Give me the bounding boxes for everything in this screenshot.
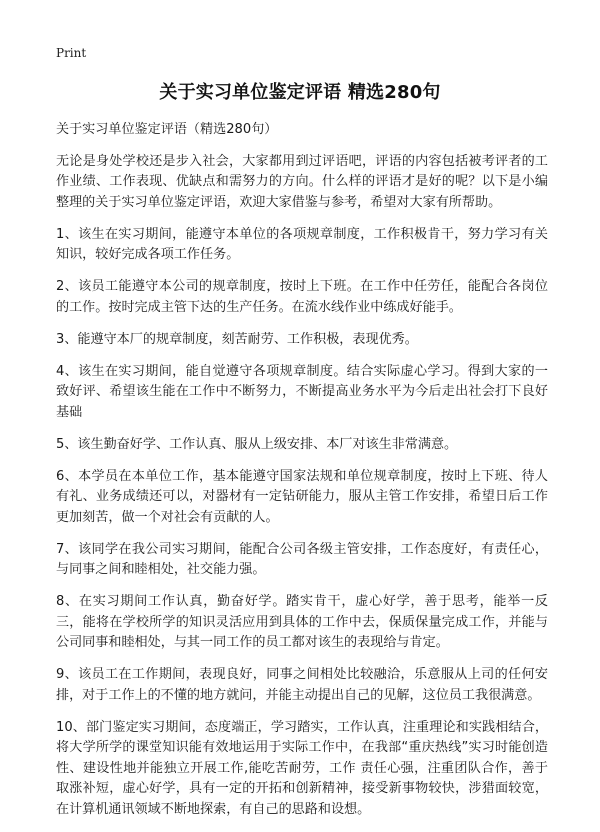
- document-body: [56, 120, 548, 832]
- comment-item-4: 4、该生在实习期间，能自觉遵守各项规章制度。结合实际虚心学习。得到大家的一致好评、希望该生能在工作中不断努力，不断提高业务水平为今后走出社会打下良好基础: [56, 363, 548, 420]
- comment-item-7: 7、该同学在我公司实习期间，能配合公司各级主管安排，工作态度好，有责任心，与同事之间和睦相处，社交能力强。: [56, 541, 548, 577]
- comment-item-2: 2、该员工能遵守本公司的规章制度，按时上下班。在工作中任劳任，能配合各岗位的工作。按时完成主管下达的生产任务。在流水线作业中练成好能手。: [56, 279, 548, 315]
- comment-item-1: 1、该生在实习期间，能遵守本单位的各项规章制度，工作积极肯干，努力学习有关知识，较好完成各项工作任务。: [56, 226, 548, 262]
- comment-item-6: 6、本学员在本单位工作，基本能遵守国家法规和单位规章制度，按时上下班、待人有礼、业务成绩还可以，对器材有一定钻研能力，服从主管工作安排，希望日后工作更加刻苦，做一个对社会有贡献的人。: [56, 468, 548, 525]
- intro-paragraph: 无论是身处学校还是步入社会，大家都用到过评语吧，评语的内容包括被考评者的工作业绩、工作表现、优缺点和需努力的方向。什么样的评语才是好的呢？以下是小编整理的关于实习单位鉴定评语，欢迎大家借鉴与参考，希望对大家有所帮助。: [56, 153, 548, 210]
- comment-item-5: 5、该生勤奋好学、工作认真、服从上级安排、本厂对该生非常满意。: [56, 436, 458, 452]
- comment-item-10: 10、部门鉴定实习期间，态度端正，学习踏实，工作认真，注重理论和实践相结合，将大学所学的课堂知识能有效地运用于实际工作中，在我部“重庆热线”实习时能创造性、建设性地并能独立开展工作,能吃苦耐劳，工作 责任心强，注重团队合作，善于取涨补短，虚心好学，具有一定的开拓和创新精神，接受新事物较快，涉猎面较宽，在计算机通讯领域不断地探索，有自己的思路和设想。: [56, 719, 548, 817]
- page-title: 关于实习单位鉴定评语 精选280句: [159, 82, 441, 103]
- document-subtitle: 关于实习单位鉴定评语（精选280句）: [56, 122, 278, 137]
- comment-item-9: 9、该员工在工作期间，表现良好，同事之间相处比较融洽，乐意服从上司的任何安排，对于工作上的不懂的地方就问，并能主动提出自己的见解，这位员工我很满意。: [56, 667, 548, 703]
- comment-item-3: 3、能遵守本厂的规章制度，刻苦耐劳、工作积极，表现优秀。: [56, 331, 418, 347]
- comment-item-8: 8、在实习期间工作认真，勤奋好学。踏实肯干，虚心好学，善于思考，能举一反三，能将在学校所学的知识灵活应用到具体的工作中去，保质保量完成工作，并能与公司同事和睦相处，与其一同工作的员工都对该生的表现给与肯定。: [56, 594, 548, 650]
- print-link[interactable]: Print: [56, 46, 87, 60]
